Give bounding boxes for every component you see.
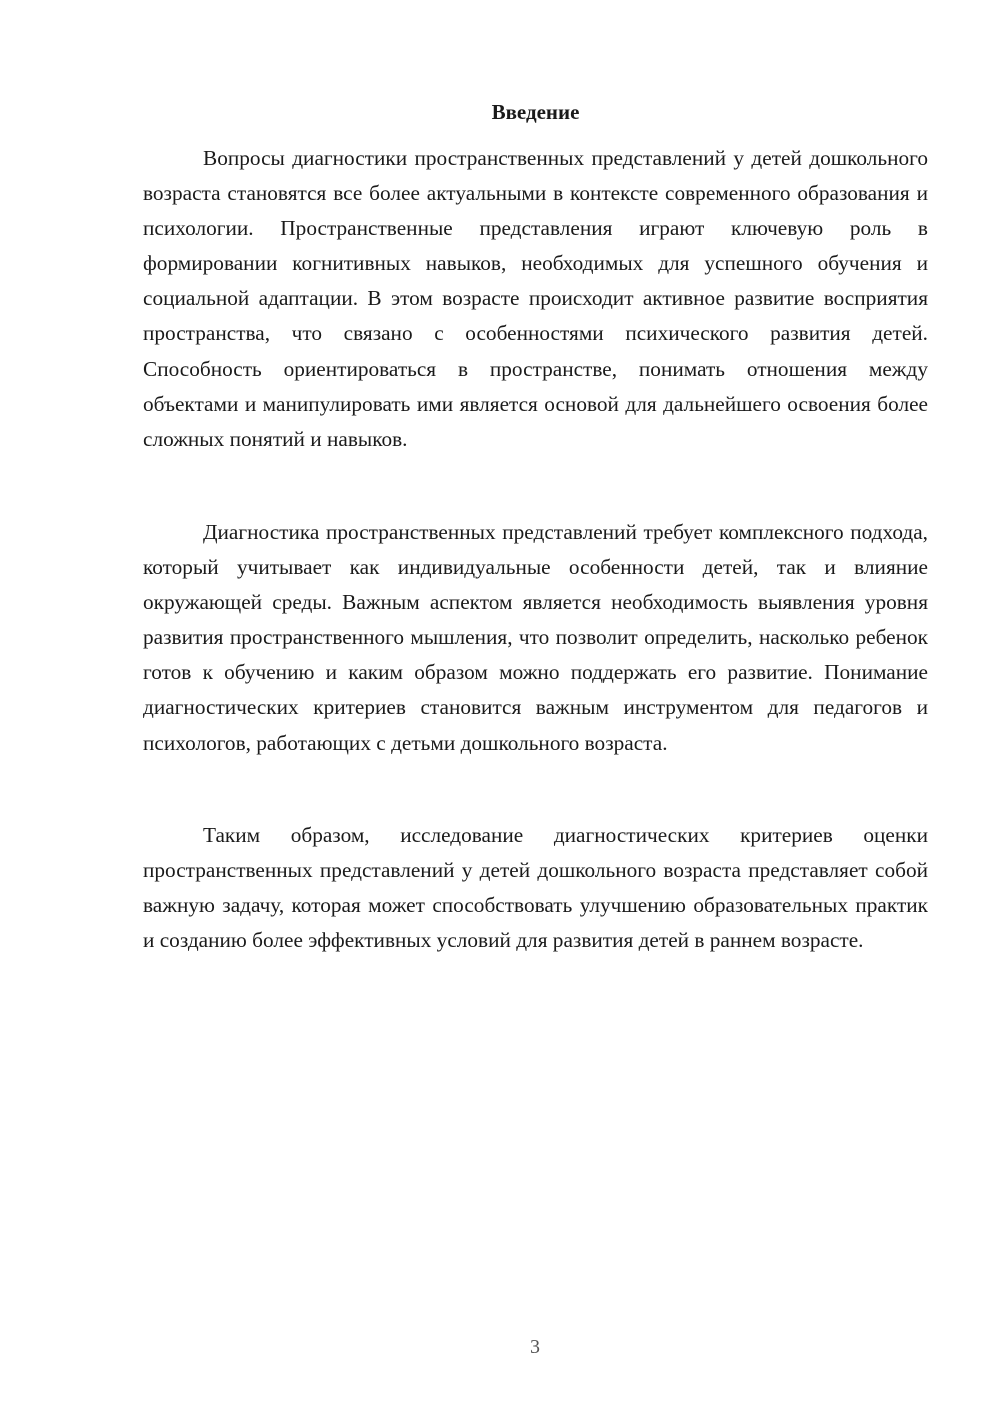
page-number: 3 bbox=[530, 1336, 540, 1358]
paragraph-2: Диагностика пространственных представлений требует комплексного подхода, который учитывает как индивидуальные особенности детей, так и влияние окружающей среды. Важным аспектом является необходимость выявления уровня развития пространственного мышления, что позволит определить, насколько ребенок готов к обучению и каким образом можно поддержать его развитие. Понимание диагностических критериев становится важным инструментом для педагогов и психологов, работающих с детьми дошкольного возраста. bbox=[143, 520, 928, 755]
paragraph-1: Вопросы диагностики пространственных представлений у детей дошкольного возраста становятся все более актуальными в контексте современного образования и психологии. Пространственные представления играют ключевую роль в формировании когнитивных навыков, необходимых для успешного обучения и социальной адаптации. В этом возрасте происходит активное развитие восприятия пространства, что связано с особенностями психического развития детей. Способность ориентироваться в пространстве, понимать отношения между объектами и манипулировать ими является основой для дальнейшего освоения более сложных понятий и навыков. bbox=[143, 146, 928, 451]
paragraph-3: Таким образом, исследование диагностических критериев оценки пространственных представлений у детей дошкольного возраста представляет собой важную задачу, которая может способствовать улучшению образовательных практик и созданию более эффективных условий для развития детей в раннем возрасте. bbox=[143, 823, 928, 953]
section-title: Введение bbox=[491, 100, 580, 124]
